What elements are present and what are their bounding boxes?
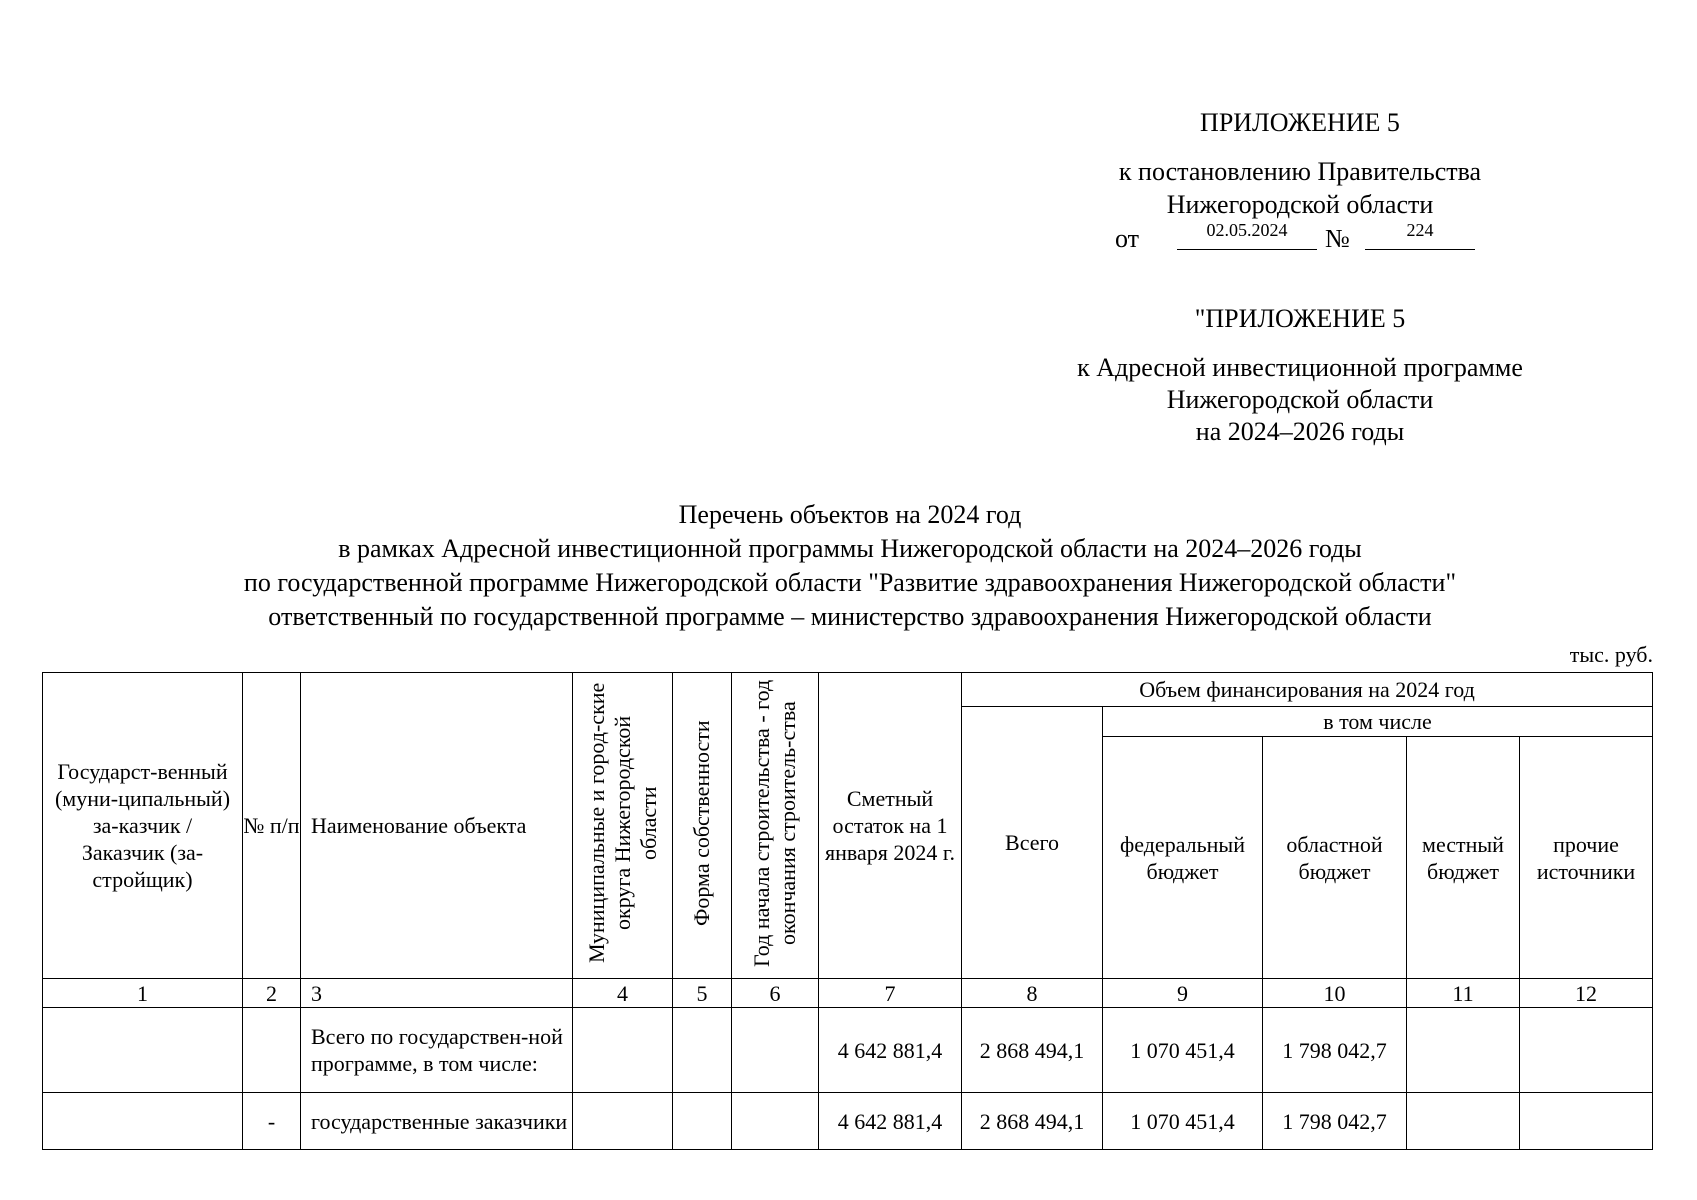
sub-appendix-line-2: Нижегородской области <box>1166 385 1434 414</box>
document-title-line-4: ответственный по государственной программе – министерство здравоохранения Нижегородской области <box>268 602 1432 631</box>
col-number: 1 <box>43 979 243 1008</box>
col-number: 3 <box>301 979 573 1008</box>
header-municipal-text: Муниципальные и город-ские округа Нижегородской области <box>583 682 661 963</box>
cell-estimate: 4 642 881,4 <box>819 1093 962 1150</box>
cell-customer <box>43 1008 243 1093</box>
cell-customer <box>43 1093 243 1150</box>
cell-federal: 1 070 451,4 <box>1103 1093 1263 1150</box>
number-sign: № <box>1325 224 1350 253</box>
header-including: в том числе <box>1103 707 1653 737</box>
column-numbers-row <box>43 979 1653 1008</box>
table-row <box>43 1008 1653 1093</box>
header-financing-group: Объем финансирования на 2024 год <box>962 673 1653 707</box>
cell-other <box>1520 1093 1653 1150</box>
col-number: 7 <box>819 979 962 1008</box>
header-local: местный бюджет <box>1407 737 1520 979</box>
table-row <box>43 1093 1653 1150</box>
cell-total: 2 868 494,1 <box>962 1093 1103 1150</box>
header-federal: федеральный бюджет <box>1103 737 1263 979</box>
cell-total: 2 868 494,1 <box>962 1008 1103 1093</box>
cell-ownership <box>673 1008 732 1093</box>
units-label: тыс. руб. <box>1569 642 1653 667</box>
header-customer: Государст-венный (муни-ципальный) за-казчик / Заказчик (за-стройщик) <box>43 673 243 979</box>
header-ownership-text: Форма собственности <box>689 719 714 926</box>
resolution-line-1: к постановлению Правительства <box>1118 157 1482 186</box>
resolution-line-2: Нижегородской области <box>1166 190 1434 219</box>
sub-appendix-line-1: к Адресной инвестиционной программе <box>1077 353 1523 382</box>
header-municipal <box>573 673 673 979</box>
cell-other <box>1520 1008 1653 1093</box>
cell-regional: 1 798 042,7 <box>1263 1093 1407 1150</box>
objects-table <box>42 672 1653 1150</box>
col-number: 2 <box>243 979 301 1008</box>
col-number: 4 <box>573 979 673 1008</box>
header-name: Наименование объекта <box>301 673 573 979</box>
header-years-text: Год начала строительства - год окончания строитель-ства <box>749 678 800 967</box>
cell-estimate: 4 642 881,4 <box>819 1008 962 1093</box>
resolution-date: 02.05.2024 <box>1177 219 1317 250</box>
cell-federal: 1 070 451,4 <box>1103 1008 1263 1093</box>
sub-appendix-line-3: на 2024–2026 годы <box>1195 417 1405 446</box>
col-number: 11 <box>1407 979 1520 1008</box>
cell-municipal <box>573 1008 673 1093</box>
header-ownership <box>673 673 732 979</box>
document-title-line-2: в рамках Адресной инвестиционной программы Нижегородской области на 2024–2026 годы <box>338 534 1362 563</box>
resolution-date-row <box>1115 219 1475 253</box>
date-prefix: от <box>1115 224 1140 253</box>
cell-local <box>1407 1093 1520 1150</box>
header-regional: областной бюджет <box>1263 737 1407 979</box>
col-number: 9 <box>1103 979 1263 1008</box>
cell-local <box>1407 1008 1520 1093</box>
resolution-number: 224 <box>1365 219 1475 250</box>
cell-regional: 1 798 042,7 <box>1263 1008 1407 1093</box>
col-number: 6 <box>732 979 819 1008</box>
header-other: прочие источники <box>1520 737 1653 979</box>
cell-years <box>732 1093 819 1150</box>
header-num: № п/п <box>243 673 301 979</box>
cell-ownership <box>673 1093 732 1150</box>
col-number: 8 <box>962 979 1103 1008</box>
cell-num <box>243 1008 301 1093</box>
cell-name: государственные заказчики <box>301 1093 573 1150</box>
cell-years <box>732 1008 819 1093</box>
col-number: 12 <box>1520 979 1653 1008</box>
document-title-line-1: Перечень объектов на 2024 год <box>678 500 1022 529</box>
header-estimate: Сметный остаток на 1 января 2024 г. <box>819 673 962 979</box>
header-total: Всего <box>962 707 1103 979</box>
col-number: 10 <box>1263 979 1407 1008</box>
sub-appendix-title: "ПРИЛОЖЕНИЕ 5 <box>1194 304 1406 333</box>
cell-municipal <box>573 1093 673 1150</box>
document-title-line-3: по государственной программе Нижегородской области "Развитие здравоохранения Нижегородской области" <box>243 568 1457 597</box>
cell-num: - <box>243 1093 301 1150</box>
header-years <box>732 673 819 979</box>
cell-name: Всего по государствен-ной программе, в том числе: <box>301 1008 573 1093</box>
appendix-title: ПРИЛОЖЕНИЕ 5 <box>1200 108 1400 137</box>
col-number: 5 <box>673 979 732 1008</box>
